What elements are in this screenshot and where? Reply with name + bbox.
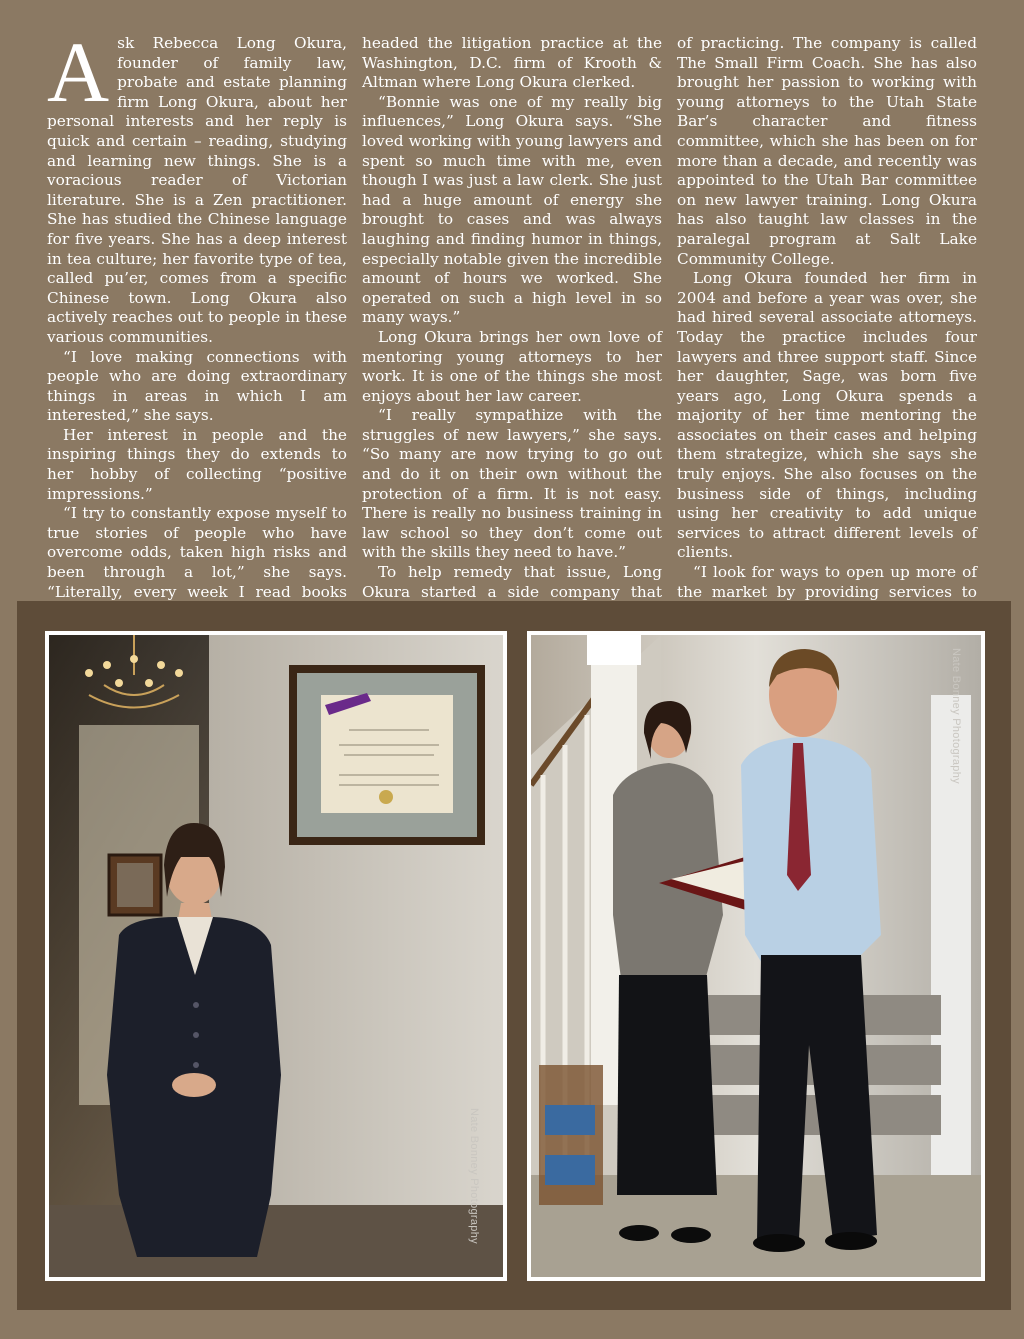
photo-credit-right: Nate Bonney Photography bbox=[950, 648, 962, 784]
paragraph bbox=[47, 24, 347, 348]
paragraph: headed the litigation practice at the Washington, D.C. firm of Krooth & Altman where Long Okura clerked. bbox=[362, 34, 662, 92]
article-column-1 bbox=[47, 24, 347, 601]
paragraph: “I look for ways to open up more of the market by providing services to bbox=[677, 563, 977, 601]
paragraph-text: sk Rebecca Long Okura, founder of family law, probate and estate planning firm Long Okura, about her personal interests and her reply is quick and certain – reading, studying and learning new things. She is a voracious reader of Victorian literature. She is a Zen practitioner. She has studied the Chinese language for five years. She has a deep interest in tea culture; her favorite type of tea, called pu’er, comes from a specific Chinese town. Long Okura also actively reaches out to people in these various communities. bbox=[47, 34, 347, 346]
paragraph: “I really sympathize with the struggles of new lawyers,” she says. “So many are now trying to go out and do it on their own without the protection of a firm. It is not easy. There is really no business training in law school so they don’t come out with the skills they need to have.” bbox=[362, 406, 662, 562]
paragraph: Her interest in people and the inspiring things they do extends to her hobby of collecting “positive impressions.” bbox=[47, 425, 347, 503]
paragraph: of practicing. The company is called The Small Firm Coach. She has also brought her passion to working with young attorneys to the Utah State Bar’s character and fitness committee, which she has been on for more than a decade, and recently was appointed to the Utah Bar committee on new lawyer training. Long Okura has also taught law classes in the paralegal program at Salt Lake Community College. bbox=[677, 34, 977, 268]
paragraph: To help remedy that issue, Long Okura started a side company that bbox=[362, 563, 662, 601]
paragraph: Long Okura brings her own love of mentoring young attorneys to her work. It is one of the things she most enjoys about her law career. bbox=[362, 327, 662, 405]
paragraph: Long Okura founded her firm in 2004 and before a year was over, she had hired several associate attorneys. Today the practice includes four lawyers and three support staff. Since her daughter, Sage, was born five years ago, Long Okura spends a majority of her time mentoring the associates on their cases and helping them strategize, which she says she truly enjoys. She also focuses on the business side of things, including using her creativity to add unique services to attract different levels of clients. bbox=[677, 269, 977, 562]
article-column-3 bbox=[677, 34, 977, 601]
drop-cap: A bbox=[47, 24, 110, 120]
paragraph: “I love making connections with people who are doing extraordinary things in areas in which I am interested,” she says. bbox=[47, 347, 347, 425]
portrait-photo bbox=[45, 631, 507, 1281]
paragraph: “I try to constantly expose myself to true stories of people who have overcome odds, taken high risks and been through a lot,” she says. “Literally, every week I read books bbox=[47, 504, 347, 601]
mentoring-illustration bbox=[531, 635, 981, 1277]
photo-credit-left: Nate Bonney Photography bbox=[468, 1108, 480, 1244]
portrait-illustration bbox=[49, 635, 503, 1277]
article-body bbox=[47, 24, 977, 601]
paragraph: “Bonnie was one of my really big influences,” Long Okura says. “She loved working with young lawyers and spent so much time with me, even though I was just a law clerk. She just had a huge amount of energy she brought to cases and was always laughing and finding humor in things, especially notable given the incredible amount of hours we worked. She operated on such a high level in so many ways.” bbox=[362, 92, 662, 327]
mentoring-photo bbox=[527, 631, 985, 1281]
article-column-2 bbox=[362, 34, 662, 601]
